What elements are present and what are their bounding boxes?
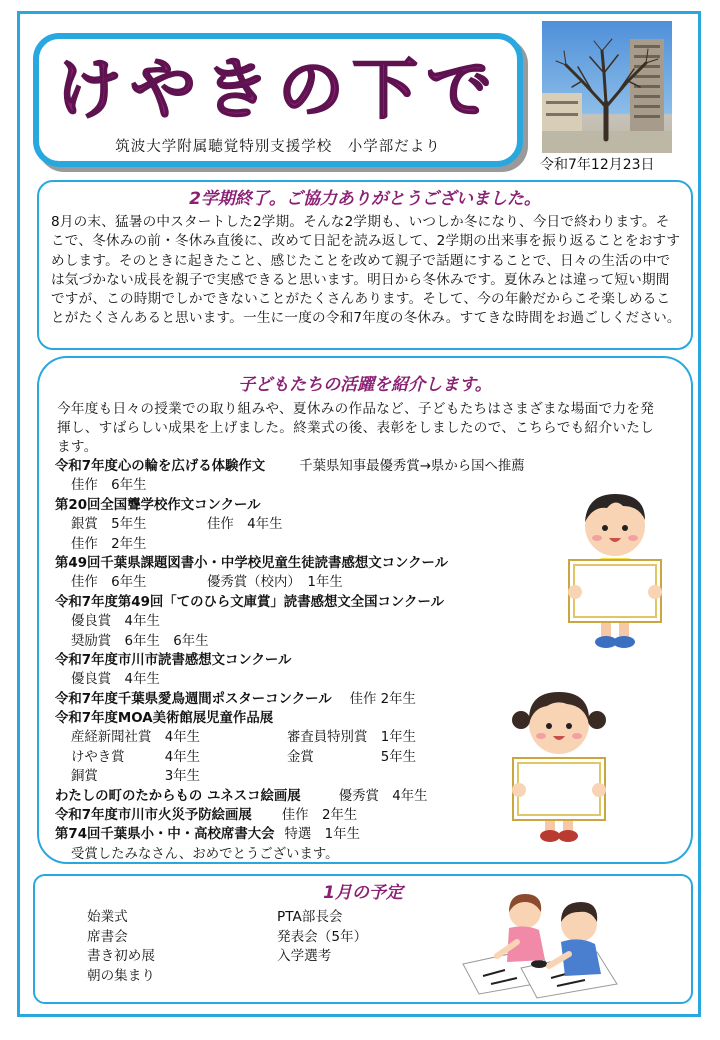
award-note: 千葉県知事最優秀賞→県から国へ推薦 (299, 459, 525, 474)
award-title: 第49回千葉県課題図書小・中学校児童生徒読書感想文コンクール (55, 555, 449, 571)
schedule-item: 始業式 (87, 909, 128, 925)
award-result: 産経新聞社賞 4年生 (71, 730, 201, 746)
award-title: わたしの町のたからもの ユネスコ絵画展 (55, 788, 301, 804)
award-note: 特選 1年生 (284, 827, 360, 843)
masthead-title: けやきの下で (56, 50, 500, 128)
award-result: 佳作 4年生 (207, 517, 283, 533)
boy-holding-certificate (563, 488, 667, 656)
tree-photo-illustration (542, 21, 672, 153)
achievements-intro: 今年度も日々の授業での取り組みや、夏休みの作品など、子どもたちはさまざまな場面で力を発揮し、すばらしい成果を上げました。終業式の後、表彰をしましたので、こちらでも紹介いたします。 (57, 401, 655, 455)
award-title: 令和7年度千葉県愛鳥週間ポスターコンクール (55, 691, 332, 707)
schedule-item: 書き初め展 (87, 948, 155, 964)
achievements-section (37, 356, 693, 864)
january-schedule-section (33, 874, 693, 1004)
issue-date: 令和7年12月23日 (540, 157, 655, 173)
award-title: 令和7年度MOA美術館展児童作品展 (55, 711, 274, 727)
award-title: 令和7年度市川市火災予防絵画展 (55, 808, 252, 824)
award-result: 銀賞 5年生 (71, 517, 147, 533)
award-result: 金賞 5年生 (287, 749, 417, 765)
award-closing: 受賞したみなさん、おめでとうございます。 (71, 846, 339, 862)
award-result: けやき賞 4年生 (71, 749, 201, 765)
award-result: 優良賞 4年生 (71, 672, 160, 688)
award-result: 佳作 6年生 (71, 575, 147, 591)
schedule-item: 席書会 (87, 928, 128, 945)
award-line (55, 457, 691, 476)
schedule-item: 入学選考 (277, 948, 332, 964)
schedule-item: 発表会（5年） (277, 928, 368, 945)
masthead-subtitle: 筑波大学附属聴覚特別支援学校 小学部だより (115, 139, 441, 155)
award-result: 審査員特別賞 1年生 (287, 730, 417, 746)
award-title: 令和7年度第49回「てのひら文庫賞」読書感想文全国コンクール (55, 594, 444, 610)
tree-photo (542, 21, 672, 153)
term-end-body: 8月の末、猛暑の中スタートした2学期。そんな2学期も、いつしか冬になり、今日で終わります。そこで、冬休みの前・冬休み直後に、改めて日記を読み返して、2学期の出来事を振り返ることをおすすめします。そのときに起きたこと、感じたことを改めて親子で話題にすることで、日々の生活の中では気づかない成長を親子で実感できると思います。明日から冬休みです。夏休みとは違って短い期間ですが、この時期でしかできないことがたくさんあります。そして、今の年齢だからこそ楽しめることがたくさんあると思います。一生に一度の令和7年度の冬休み。すてきな時間をお過ごしください。 (51, 214, 681, 327)
award-title: 令和7年度心の輪を広げる体験作文 (55, 459, 266, 474)
award-title: 第20回全国聾学校作文コンクール (55, 497, 261, 513)
schedule-right-column (277, 908, 367, 967)
award-result: 佳作 6年生 (71, 478, 147, 494)
term-end-section (37, 180, 693, 350)
award-result: 奨励賞 6年生 6年生 (71, 633, 209, 649)
schedule-item: PTA部長会 (277, 909, 343, 925)
achievements-heading: 子どもたちの活躍を紹介します。 (238, 375, 492, 395)
schedule-left-column (87, 908, 155, 986)
january-schedule-heading: 1月の予定 (323, 883, 403, 903)
girl-holding-certificate (507, 684, 611, 850)
award-note: 佳作 2年生 (281, 808, 358, 824)
award-title: 令和7年度市川市読書感想文コンクール (55, 652, 292, 668)
schedule-item: 朝の集まり (87, 967, 155, 984)
award-title: 第74回千葉県小・中・高校席書大会 (55, 827, 275, 843)
award-result: 銅賞 3年生 (71, 769, 201, 785)
award-note: 優秀賞 4年生 (338, 788, 428, 804)
award-result: 佳作 2年生 (71, 536, 147, 552)
children-calligraphy (461, 890, 631, 1000)
term-end-heading: 2学期終了。ご協力ありがとうございました。 (189, 189, 541, 209)
masthead-box (33, 33, 523, 167)
award-result: 優秀賞（校内） 1年生 (207, 575, 343, 591)
award-result: 優良賞 4年生 (71, 614, 160, 630)
award-note: 佳作 2年生 (349, 691, 416, 707)
